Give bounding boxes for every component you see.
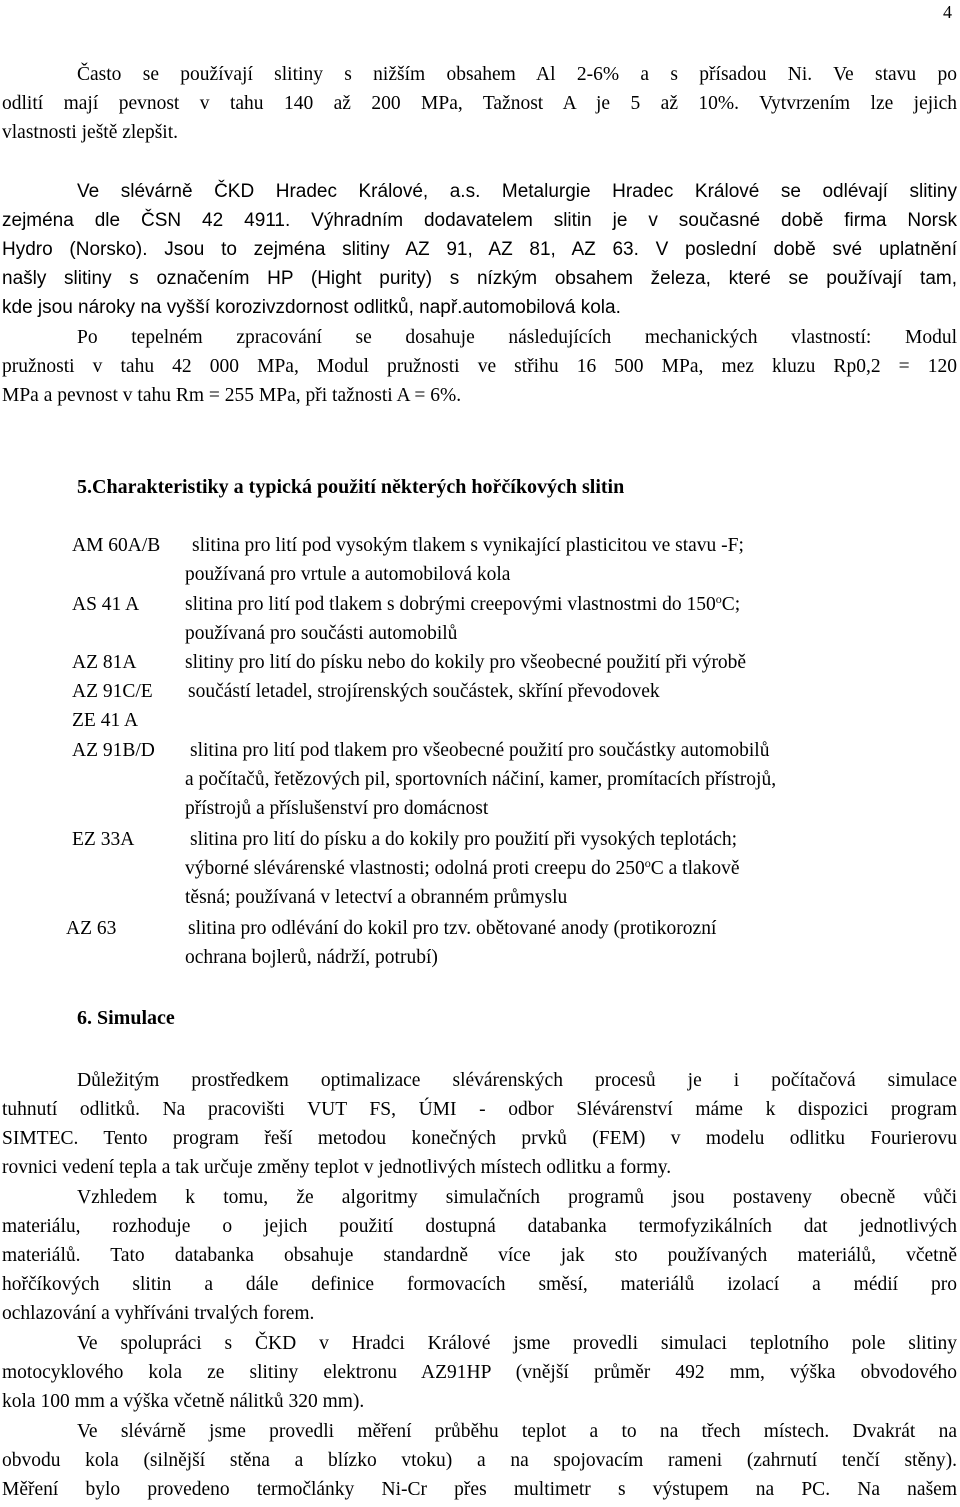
- intro-p3-line-1: Po tepelném zpracování se dosahuje následujících mechanických vlastností: Modul: [77, 327, 957, 348]
- intro-p2-line-1: Ve slévárně ČKD Hradec Králové, a.s. Metalurgie Hradec Králové se odlévají slitiny: [77, 181, 957, 202]
- alloy-code: AM 60A/B: [72, 535, 161, 556]
- intro-p1-line-1: Často se používají slitiny s nižším obsahem Al 2-6% a s přísadou Ni. Ve stavu po: [77, 64, 957, 85]
- alloy-desc-line: používaná pro vrtule a automobilová kola: [185, 564, 511, 585]
- intro-p1-line-2: odlití mají pevnost v tahu 140 až 200 MPa, Tažnost A je 5 až 10%. Vytvrzením lze jejich: [2, 93, 957, 114]
- s6-p4-line-2: obvodu kola (silnější stěna a blízko vtoku) a na spojovacím rameni (zahrnutí tenčí stěny).: [2, 1450, 957, 1471]
- alloy-code: AZ 91B/D: [72, 740, 155, 761]
- section-6-heading: 6. Simulace: [77, 1007, 175, 1029]
- intro-p2-line-5: kde jsou nároky na vyšší korozivzdornost odlitků, např.automobilová kola.: [2, 297, 621, 318]
- s6-p2-line-2: materiálu, rozhoduje o jejich použití dostupná databanka termofyzikálních dat jednotlivých: [2, 1216, 957, 1237]
- s6-p2-line-1: Vzhledem k tomu, že algoritmy simulačních programů jsou postaveny obecně vůči: [77, 1187, 957, 1208]
- s6-p3-line-2: motocyklového kola ze slitiny elektronu AZ91HP (vnější průměr 492 mm, výška obvodového: [2, 1362, 957, 1383]
- alloy-desc-line: slitiny pro lití do písku nebo do kokily pro všeobecné použití při výrobě: [185, 652, 747, 673]
- intro-p3-line-3: MPa a pevnost v tahu Rm = 255 MPa, při tažnosti A = 6%.: [2, 385, 462, 406]
- s6-p3-line-1: Ve spolupráci s ČKD v Hradci Králové jsme provedli simulaci teplotního pole slitiny: [77, 1333, 957, 1354]
- alloy-code: ZE 41 A: [72, 710, 139, 731]
- alloy-desc-line: přístrojů a příslušenství pro domácnost: [185, 798, 489, 819]
- alloy-desc-line: používaná pro součásti automobilů: [185, 623, 458, 644]
- alloy-code: AZ 91C/E: [72, 681, 153, 702]
- page-number: 4: [943, 2, 952, 22]
- alloy-desc-line: slitina pro lití pod tlakem s dobrými creepovými vlastnostmi do 150$^o$C;: [185, 592, 741, 615]
- s6-p1-line-1: Důležitým prostředkem optimalizace slévárenských procesů je i počítačová simulace: [77, 1070, 957, 1091]
- alloy-desc-line: součástí letadel, strojírenských součástek, skříní převodovek: [188, 681, 660, 702]
- s6-p3-line-3: kola 100 mm a výška včetně nálitků 320 mm).: [2, 1391, 365, 1412]
- s6-p1-line-3: SIMTEC. Tento program řeší metodou konečných prvků (FEM) v modelu odlitku Fourierovu: [2, 1128, 957, 1149]
- intro-p3-line-2: pružnosti v tahu 42 000 MPa, Modul pružnosti ve střihu 16 500 MPa, mez kluzu Rp0,2 = 120: [2, 356, 957, 377]
- alloy-desc-line: výborné slévárenské vlastnosti; odolná proti creepu do 250$^o$C a tlakově: [185, 856, 740, 879]
- s6-p1-line-4: rovnici vedení tepla a tak určuje změny teplot v jednotlivých místech odlitku a formy.: [2, 1157, 672, 1178]
- section-5-heading: 5.Charakteristiky a typická použití některých hořčíkových slitin: [77, 476, 625, 498]
- alloy-desc-line: slitina pro odlévání do kokil pro tzv. obětované anody (protikorozní: [188, 918, 717, 939]
- alloy-desc-line: slitina pro lití pod tlakem pro všeobecné použití pro součástky automobilů: [190, 740, 770, 761]
- alloy-desc-line: ochrana bojlerů, nádrží, potrubí): [185, 947, 438, 968]
- intro-p2-line-3: Hydro (Norsko). Jsou to zejména slitiny AZ 91, AZ 81, AZ 63. V poslední době své uplatnění: [2, 239, 957, 260]
- s6-p4-line-1: Ve slévárně jsme provedli měření průběhu teplot a to na třech místech. Dvakrát na: [77, 1421, 957, 1442]
- s6-p4-line-3: Měření bylo provedeno termočlánky Ni-Cr přes multimetr s výstupem na PC. Na našem: [2, 1479, 957, 1500]
- alloy-code: AS 41 A: [72, 594, 140, 615]
- s6-p2-line-4: hořčíkových slitin a dále definice formovacích směsí, materiálů izolací a médií pro: [2, 1274, 957, 1295]
- alloy-desc-line: slitina pro lití do písku a do kokily pro použití při vysokých teplotách;: [190, 829, 738, 850]
- s6-p2-line-3: materiálů. Tato databanka obsahuje standardně více jak sto používaných materiálů, včetně: [2, 1245, 957, 1266]
- alloy-desc-line: a počítačů, řetězových pil, sportovních náčiní, kamer, promítacích přístrojů,: [185, 769, 777, 790]
- intro-p1-line-3: vlastnosti ještě zlepšit.: [2, 122, 179, 143]
- s6-p2-line-5: ochlazování a vyhříváni trvalých forem.: [2, 1303, 315, 1324]
- s6-p1-line-2: tuhnutí odlitků. Na pracovišti VUT FS, ÚMI - odbor Slévárenství máme k dispozici program: [2, 1099, 957, 1120]
- intro-p2-line-4: našly slitiny s označením HP (Hight purity) s nízkým obsahem železa, které se používají tam,: [2, 268, 957, 289]
- intro-p2-line-2: zejména dle ČSN 42 4911. Výhradním dodavatelem slitin je v současné době firma Norsk: [2, 210, 957, 231]
- alloy-code: AZ 81A: [72, 652, 137, 673]
- alloy-code: EZ 33A: [72, 829, 135, 850]
- alloy-desc-line: slitina pro lití pod vysokým tlakem s vynikající plasticitou ve stavu -F;: [192, 535, 744, 556]
- alloy-desc-line: těsná; používaná v letectví a obranném průmyslu: [185, 887, 568, 908]
- alloy-code: AZ 63: [66, 918, 117, 939]
